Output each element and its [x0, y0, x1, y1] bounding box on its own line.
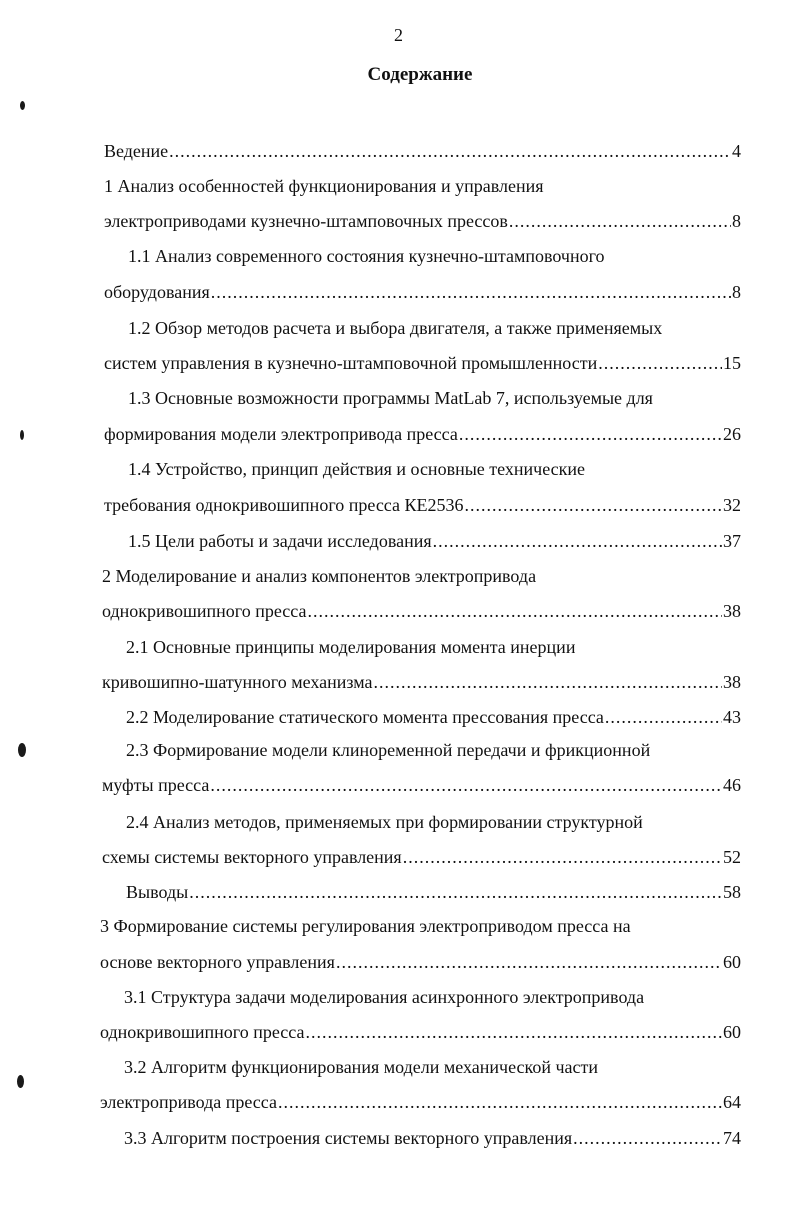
dot-leader	[211, 280, 731, 304]
toc-entry-title: формирования модели электропривода пресса	[104, 424, 458, 444]
toc-entry-title: однокривошипного пресса	[102, 601, 307, 621]
toc-entry-title: основе векторного управления	[100, 952, 335, 972]
toc-entry	[124, 1126, 741, 1150]
toc-entry-page: 58	[723, 882, 741, 902]
toc-entry-title: 1.1 Анализ современного состояния кузнечно-штамповочного	[128, 246, 605, 266]
toc-entry-page: 26	[723, 424, 741, 444]
dot-leader	[605, 705, 722, 729]
toc-entry	[124, 1055, 598, 1079]
dot-leader	[573, 1126, 722, 1150]
toc-entry	[126, 705, 741, 729]
toc-entry-title: требования однокривошипного пресса КЕ2536	[104, 495, 464, 515]
toc-entry	[126, 880, 741, 904]
toc-entry-page: 60	[723, 952, 741, 972]
dot-leader	[465, 493, 722, 517]
dot-leader	[278, 1090, 722, 1114]
toc-entry-page: 46	[723, 775, 741, 795]
toc-entry-title: 3 Формирование системы регулирования электроприводом пресса на	[100, 916, 631, 936]
toc-entry-title: систем управления в кузнечно-штамповочной промышленности	[104, 353, 598, 373]
toc-entry-page: 4	[732, 141, 741, 161]
dot-leader	[509, 209, 731, 233]
dot-leader	[305, 1020, 722, 1044]
dot-leader	[433, 529, 722, 553]
dot-leader	[403, 845, 722, 869]
toc-entry	[126, 635, 575, 659]
toc-entry	[124, 985, 644, 1009]
dot-leader	[598, 351, 722, 375]
toc-entry-title: 2.2 Моделирование статического момента прессования пресса	[126, 707, 604, 727]
toc-entry-page: 15	[723, 353, 741, 373]
toc-entry-page: 8	[732, 282, 741, 302]
page-number: 2	[394, 25, 403, 45]
toc-entry	[100, 1020, 741, 1044]
toc-entry-title: 1 Анализ особенностей функционирования и управления	[104, 176, 544, 196]
toc-entry-title: электроприводами кузнечно-штамповочных прессов	[104, 211, 508, 231]
dot-leader	[336, 950, 722, 974]
toc-entry-title: 3.1 Структура задачи моделирования асинхронного электропривода	[124, 987, 645, 1007]
toc-entry-page: 37	[723, 531, 741, 551]
toc-entry-page: 60	[723, 1022, 741, 1042]
dot-leader	[210, 773, 722, 797]
toc-entry-page: 43	[723, 707, 741, 727]
page-title: Содержание	[367, 64, 473, 85]
toc-entry	[100, 914, 631, 938]
toc-entry-title: схемы системы векторного управления	[102, 847, 402, 867]
toc-entry	[104, 174, 544, 198]
toc-entry-title: оборудования	[104, 282, 210, 302]
toc-entry-title: Выводы	[126, 882, 189, 902]
toc-entry-page: 8	[732, 211, 741, 231]
toc-entry	[100, 950, 741, 974]
toc-entry	[102, 773, 741, 797]
toc-entry-title: 2.4 Анализ методов, применяемых при формировании структурной	[126, 812, 643, 832]
toc-entry-page: 64	[723, 1092, 741, 1112]
toc-entry-title: электропривода пресса	[100, 1092, 277, 1112]
dot-leader	[374, 670, 723, 694]
toc-entry-title: 1.2 Обзор методов расчета и выбора двигателя, а также применяемых	[128, 318, 663, 338]
toc-entry	[104, 280, 741, 304]
toc-entry-title: 3.3 Алгоритм построения системы векторного управления	[124, 1128, 573, 1148]
toc-entry-title: кривошипно-шатунного механизма	[102, 672, 373, 692]
toc-entry	[104, 351, 741, 375]
toc-entry	[104, 209, 741, 233]
toc-entry-title: 3.2 Алгоритм функционирования модели механической части	[124, 1057, 598, 1077]
toc-entry-page: 52	[723, 847, 741, 867]
toc-entry	[104, 139, 741, 163]
toc-entry-title: однокривошипного пресса	[100, 1022, 305, 1042]
toc-entry-page: 38	[723, 672, 741, 692]
toc-entry	[102, 670, 741, 694]
toc-entry-title: 1.4 Устройство, принцип действия и основные технические	[128, 459, 586, 479]
toc-entry-page: 38	[723, 601, 741, 621]
toc-entry	[102, 845, 741, 869]
toc-entry-title: 2 Моделирование и анализ компонентов электропривода	[102, 566, 537, 586]
toc-entry-title: 2.3 Формирование модели клиноременной передачи и фрикционной	[126, 740, 651, 760]
toc-entry	[102, 564, 536, 588]
dot-leader	[307, 599, 722, 623]
toc-entry	[126, 738, 650, 762]
toc-entry	[100, 1090, 741, 1114]
toc-entry-title: 1.5 Цели работы и задачи исследования	[128, 531, 432, 551]
toc-entry	[128, 316, 662, 340]
toc-entry	[128, 386, 653, 410]
toc-entry-page: 74	[723, 1128, 741, 1148]
toc-entry	[102, 599, 741, 623]
toc-entry	[128, 457, 585, 481]
toc-entry	[126, 810, 643, 834]
dot-leader	[189, 880, 722, 904]
toc-entry	[104, 422, 741, 446]
toc-entry	[128, 529, 741, 553]
toc-entry	[104, 493, 741, 517]
toc-entry-page: 32	[723, 495, 741, 515]
toc-entry-title: 1.3 Основные возможности программы MatLab 7, используемые для	[128, 388, 653, 408]
toc-entry-title: Ведение	[104, 141, 169, 161]
dot-leader	[459, 422, 722, 446]
toc-entry-title: 2.1 Основные принципы моделирования момента инерции	[126, 637, 576, 657]
toc-entry	[128, 244, 605, 268]
toc-entry-title: муфты пресса	[102, 775, 210, 795]
dot-leader	[169, 139, 731, 163]
